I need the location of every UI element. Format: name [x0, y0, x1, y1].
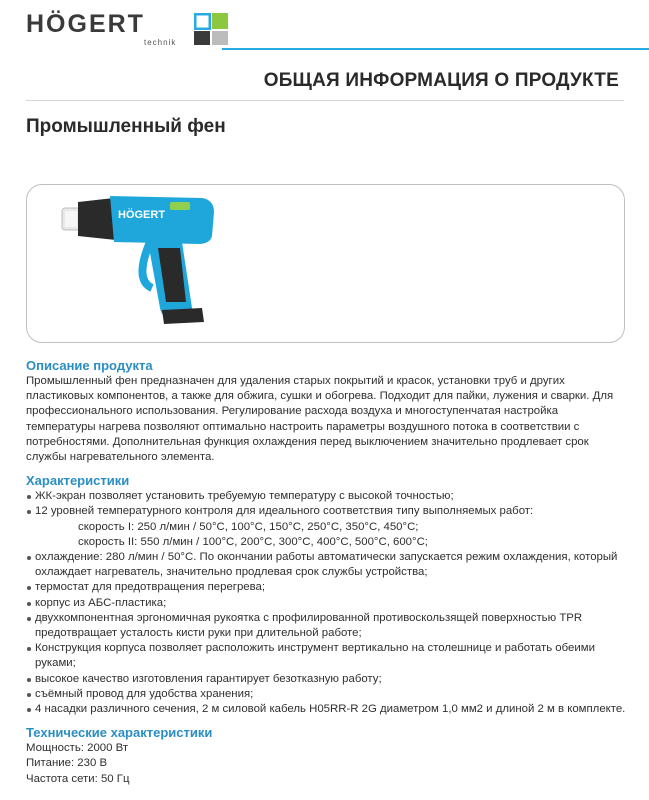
- title-divider: [26, 100, 624, 101]
- header-rule: [222, 48, 649, 50]
- list-item: Конструкция корпуса позволяет расположить инструмент вертикально на столешнице и работать обеими руками;: [26, 641, 626, 671]
- list-item: 4 насадки различного сечения, 2 м силовой кабель H05RR-R 2G диаметром 1,0 мм2 и длиной 2 м в комплекте.: [26, 702, 626, 717]
- list-item: высокое качество изготовления гарантирует безотказную работу;: [26, 672, 626, 687]
- list-item: двухкомпонентная эргономичная рукоятка с профилированной противоскользящей поверхностью TPR предотвращает усталость кисти руки при длительной работе;: [26, 611, 626, 641]
- content: [26, 358, 626, 787]
- spec-row: Частота сети: 50 Гц: [26, 772, 130, 785]
- description-heading: Описание продукта: [26, 358, 153, 373]
- features-heading: Характеристики: [26, 473, 130, 489]
- list-item: [26, 504, 626, 550]
- list-item: ЖК-экран позволяет установить требуемую температуру с высокой точностью;: [26, 489, 626, 504]
- product-name: Промышленный фен: [26, 116, 226, 137]
- speed-line: скорость I: 250 л/мин / 50°C, 100°C, 150°C, 250°C, 350°C, 450°C;: [78, 520, 419, 533]
- heat-gun-image: [52, 190, 242, 340]
- list-item-text: 12 уровней температурного контроля для идеального соответствия типу выполняемых работ:: [35, 505, 534, 518]
- list-item: термостат для предотвращения перегрева;: [26, 580, 626, 595]
- description-text: Промышленный фен предназначен для удаления старых покрытий и красок, установки труб и других пластиковых компонентов, а также для обжига, сушки и обогрева. Подходит для пайки, лужения и сварки. Для профессионального использования. Регулирование расхода воздуха и многоступенчатая настройка температуры нагрева позволяют оптимально настроить параметры воздушного потока в соответствии с потребностями. Дополнительная функция охлаждения перед выключением значительно продлевает срок службы нагревательного элемента.: [26, 375, 614, 464]
- brand-name: HÖGERT: [26, 10, 145, 38]
- list-item: корпус из АБС-пластика;: [26, 596, 626, 611]
- specs-heading: Технические характеристики: [26, 725, 213, 741]
- section-title: ОБЩАЯ ИНФОРМАЦИЯ О ПРОДУКТЕ: [263, 70, 619, 91]
- list-item: съёмный провод для удобства хранения;: [26, 687, 626, 702]
- spec-row: Питание: 230 В: [26, 757, 108, 770]
- spec-row: Мощность: 2000 Вт: [26, 742, 129, 755]
- brand-logo: [26, 8, 256, 48]
- gun-brand-label: HÖGERT: [118, 209, 166, 221]
- brand-subtitle: technik: [144, 38, 177, 47]
- speed-line: скорость II: 550 л/мин / 100°C, 200°C, 300°C, 400°C, 500°C, 600°C;: [78, 535, 428, 548]
- features-list: [26, 489, 626, 717]
- brand-mark-icon: [192, 11, 232, 47]
- list-item: охлаждение: 280 л/мин / 50°C. По окончании работы автоматически запускается режим охлаждения, который охлаждает нагреватель, значительно продлевая срок службы устройства;: [26, 550, 626, 580]
